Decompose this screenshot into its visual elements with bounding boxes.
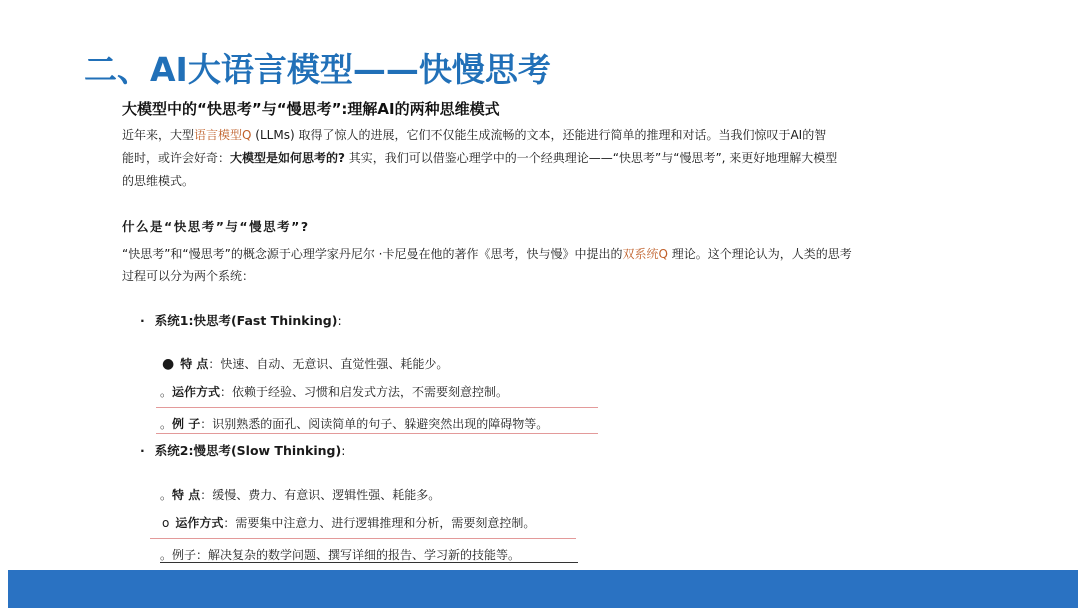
underline-rule [150, 538, 576, 539]
system2-item-2 [162, 514, 535, 531]
small-circle-icon: 。 [160, 488, 173, 502]
dual-system-link[interactable]: 双系统Q [622, 247, 668, 261]
system1-heading [140, 311, 342, 329]
underline-rule [156, 407, 598, 408]
section-heading: 什么是“快思考”与“慢思考”? [122, 219, 310, 234]
subtitle: 大模型中的“快思考”与“慢思考”:理解AI的两种思维模式 [122, 100, 500, 118]
item-label: 例 子 [172, 417, 201, 431]
item-label: 运作方式 [175, 516, 224, 530]
system1-item-2 [160, 383, 508, 400]
hollow-circle-icon: o [162, 516, 170, 530]
section-text: “快思考”和“慢思考”的概念源于心理学家丹尼尔 ·卡尼曼在他的著作《思考，快与慢》中提出的 [122, 247, 623, 261]
page-title: 二、AI大语言模型——快慢思考 [84, 50, 551, 89]
item-label: 特 点 [172, 488, 201, 502]
small-circle-icon: 。 [160, 385, 173, 399]
intro-line-2 [122, 147, 837, 170]
underline-rule [156, 433, 598, 434]
underline-rule [160, 562, 578, 563]
intro-line-3: 的思维模式。 [122, 174, 195, 188]
item-label: 运作方式 [172, 385, 221, 399]
item-text: ：识别熟悉的面孔、阅读简单的句子、躲避突然出现的障碍物等。 [200, 417, 549, 431]
bullet-icon: · [140, 313, 145, 328]
intro-bold-question: 大模型是如何思考的? [230, 151, 345, 165]
small-circle-icon: 。 [160, 417, 173, 431]
item-label: 特 点 [180, 357, 209, 371]
item-text: ：依赖于经验、习惯和启发式方法，不需要刻意控制。 [220, 385, 509, 399]
item-text: ：缓慢、费力、有意识、逻辑性强、耗能多。 [200, 488, 441, 502]
bullet-icon: · [140, 443, 145, 458]
system2-title: 系统2:慢思考(Slow Thinking) [154, 443, 342, 458]
filled-circle-icon: ● [162, 356, 175, 372]
system2-item-1 [160, 486, 440, 503]
intro-text: 能时，或许会好奇： [122, 151, 231, 165]
intro-line-1 [122, 124, 826, 147]
system2-item-3 [160, 546, 520, 563]
item-text: ：快速、自动、无意识、直觉性强、耗能少。 [208, 357, 449, 371]
item-text: 例子：解决复杂的数学问题、撰写详细的报告、学习新的技能等。 [172, 548, 521, 562]
system1-title: 系统1:快思考(Fast Thinking) [154, 313, 338, 328]
section-text: 理论。这个理论认为，人类的思考 [667, 247, 852, 261]
system2-heading [140, 441, 345, 459]
item-text: ：需要集中注意力、进行逻辑推理和分析，需要刻意控制。 [223, 516, 536, 530]
intro-text: 近年来，大型 [122, 128, 195, 142]
footer-bar [8, 570, 1078, 608]
system1-item-3 [160, 415, 548, 432]
intro-text: (LLMs) 取得了惊人的进展，它们不仅能生成流畅的文本，还能进行简单的推理和对话。当我们惊叹于AI的智 [251, 128, 827, 142]
system1-item-1 [162, 355, 448, 372]
small-circle-icon: 。 [160, 548, 173, 562]
intro-text: 其实，我们可以借鉴心理学中的一个经典理论——“快思考”与“慢思考”, 来更好地理解大模型 [344, 151, 838, 165]
section-line-1 [122, 243, 852, 266]
section-line-2: 过程可以分为两个系统： [122, 269, 255, 283]
system1-colon: : [337, 313, 342, 328]
system2-colon: : [341, 443, 346, 458]
llm-link[interactable]: 语言模型Q [194, 128, 252, 142]
